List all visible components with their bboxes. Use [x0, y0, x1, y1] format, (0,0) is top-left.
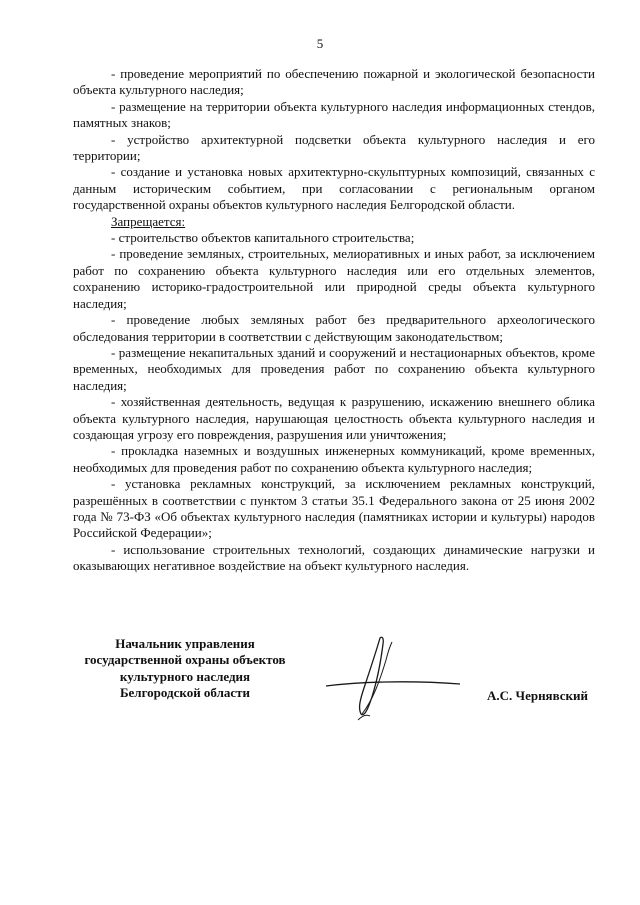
document-body [73, 66, 595, 575]
signatory-title-line: Начальник управления [115, 636, 255, 651]
prohibited-item: - хозяйственная деятельность, ведущая к разрушению, искажению внешнего облика объекта культурного наследия, нарушающая целостность объекта культурного наследия и создающая угрозу его повреждения, разрушения или уничтожения; [73, 394, 595, 442]
permitted-item: - устройство архитектурной подсветки объекта культурного наследия и его территории; [73, 131, 595, 164]
signatory-title-line: культурного наследия [119, 668, 251, 684]
prohibited-item: - использование строительных технологий, создающих динамические нагрузки и оказывающих негативное воздействие на объект культурного наследия. [73, 541, 595, 574]
prohibited-item: - установка рекламных конструкций, за исключением рекламных конструкций, разрешённых в соответствии с пунктом 3 статьи 35.1 Федерального закона от 25 июня 2002 года № 73-ФЗ «Об объектах культурного наследия (памятниках истории и культуры) народов Российской Федерации»; [73, 476, 595, 541]
prohibited-item: - прокладка наземных и воздушных инженерных коммуникаций, кроме временных, необходимых для проведения работ по сохранению объекта культурного наследия; [73, 443, 595, 475]
permitted-item: - создание и установка новых архитектурно-скульптурных композиций, связанных с данным историческим событием, при согласовании с региональным органом государственной охраны объектов культурного наследия Белгородской области. [73, 164, 595, 213]
signatory-title-line: государственной охраны объектов [84, 652, 286, 668]
prohibited-item: - проведение любых земляных работ без предварительного археологического обследования территории в соответствии с действующим законодательством; [73, 312, 595, 344]
page-number: 5 [316, 36, 324, 51]
prohibited-item: - проведение земляных, строительных, мелиоративных и иных работ, за исключением работ по сохранению объекта культурного наследия или его отдельных элементов, сохранению историко-градостроительной или природной среды объекта культурного наследия; [73, 246, 595, 311]
permitted-item: - проведение мероприятий по обеспечению пожарной и экологической безопасности объекта культурного наследия; [73, 66, 595, 98]
handwritten-signature [318, 630, 468, 730]
signatory-name: А.С. Чернявский [487, 688, 589, 703]
permitted-item: - размещение на территории объекта культурного наследия информационных стендов, памятных знаков; [73, 98, 595, 131]
prohibited-item: - размещение некапитальных зданий и сооружений и нестационарных объектов, кроме временных, необходимых для проведения работ по сохранению объекта культурного наследия; [73, 344, 595, 393]
prohibited-item: - строительство объектов капитального строительства; [111, 230, 415, 246]
signatory-title-line: Белгородской области [119, 685, 251, 701]
prohibited-heading: Запрещается: [111, 213, 186, 229]
signatory-title [60, 636, 310, 702]
